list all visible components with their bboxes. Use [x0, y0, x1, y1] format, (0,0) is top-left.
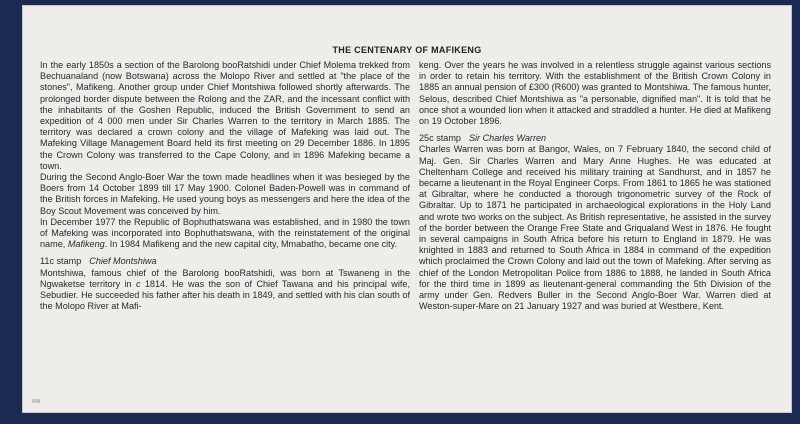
italic-circa: c: [135, 278, 141, 289]
text-span: Montshiwa, famous chief of the Barolong booRatshidi, was born at Tswaneng in the Ngwaketse territory in: [40, 267, 410, 289]
montshiwa-continued-paragraph: keng. Over the years he was involved in a relentless struggle against various sections in order to retain his territory. With the establishment of the British Crown Colony in 1885 an annual pension of £300 (R600) was granted to Montshiwa. The famous hunter, Selous, described Chief Montshiwa as "a personable, dignified man". It is told that he once shot a wounded lion when it attacked and straddled a hunter. He died at Mafikeng on 19 October 1896.: [419, 60, 771, 127]
info-card: [22, 5, 792, 413]
left-column: [40, 60, 410, 312]
italic-name: Mafikeng: [67, 239, 105, 250]
footer-mark: NW: [32, 399, 41, 405]
stamp-heading-11c: [40, 256, 410, 267]
history-paragraph: In the early 1850s a section of the Barolong booRatshidi under Chief Molema trekked from Bechuanaland (now Botswana) across the Molopo River and settled at "the place of the stones", Mafikeng. Another group under Chief Montshiwa followed shortly afterwards. The prolonged border dispute between the Rolong and the ZAR, and the incessant conflict with the inhabitants of the Goshen Republic, induced the British Government to send an expedition of 4 000 men under Sir Charles Warren to the territory in March 1885. The territory was declared a crown colony and the village of Mafeking was laid out. The Mafeking Village Management Board held its first meeting on 29 December 1886. In 1895 the Crown Colony was transferred to the Cape Colony, and in 1896 Mafeking became a town.: [40, 60, 410, 171]
stamp-subject: Chief Montshiwa: [89, 256, 157, 267]
text-span: In December 1977 the Republic of Bophuthatswana was established, and in 1980 the town of Mafeking was incorporated into Bophuthatswana, with the reinstatement of the original name,: [40, 216, 410, 250]
stamp-subject: Sir Charles Warren: [468, 133, 547, 144]
page-title: THE CENTENARY OF MAFIKENG: [332, 45, 482, 55]
warren-paragraph: Charles Warren was born at Bangor, Wales, on 7 February 1840, the second child of Maj. Gen. Sir Charles Warren and Mary Anne Hughes. He was educated at Cheltenham College and received his military training at Sandhurst, and in 1857 he became a lieutenant in the Royal Engineer Corps. From 1861 to 1865 he was stationed at Gibraltar, where he conducted a thorough trigonometric survey of the Rock of Gibraltar. Up to 1871 he participated in archaeological explorations in the Holy Land and wrote two works on the subject. As British representative, he assisted in the survey of the border between the Orange Free State and Griqualand West in 1876. He fought in several campaigns in South Africa before his return to England in 1879. He was knighted in 1883 and returned to South Africa in 1884 in command of the expedition which proclaimed the Crown Colony and laid out the town of Mafeking. After serving as chief of the London Metropolitan Police from 1886 to 1888, he landed in South Africa for the third time in 1899 as lieutenant-general commanding the 5th Division of the army under Gen. Redvers Buller in the Second Anglo-Boer War. Warren died at Weston-super-Mare on 21 January 1927 and was buried at Westbere, Kent.: [419, 144, 771, 312]
stamp-value: 25c stamp: [419, 133, 461, 144]
right-column: [419, 60, 771, 312]
bophuthatswana-paragraph: [40, 217, 410, 251]
text-span: . In 1984 Mafikeng and the new capital city, Mmabatho, became one city.: [104, 239, 398, 250]
stamp-heading-25c: [419, 133, 771, 144]
siege-paragraph: During the Second Anglo-Boer War the town made headlines when it was besieged by the Boers from 14 October 1899 till 17 May 1900. Colonel Baden-Powell was in command of the British forces in Mafeking. He used young boys as messengers and here the idea of the Boy Scout Movement was conceived by him.: [40, 172, 410, 216]
stamp-value: 11c stamp: [40, 256, 82, 267]
montshiwa-paragraph: [40, 268, 410, 313]
text-span: 1814. He was the son of Chief Tawana and his principal wife, Sebudier. He succeeded his father after his death in 1849, and settled with his clan south of the Molopo River at Mafi-: [40, 278, 410, 312]
